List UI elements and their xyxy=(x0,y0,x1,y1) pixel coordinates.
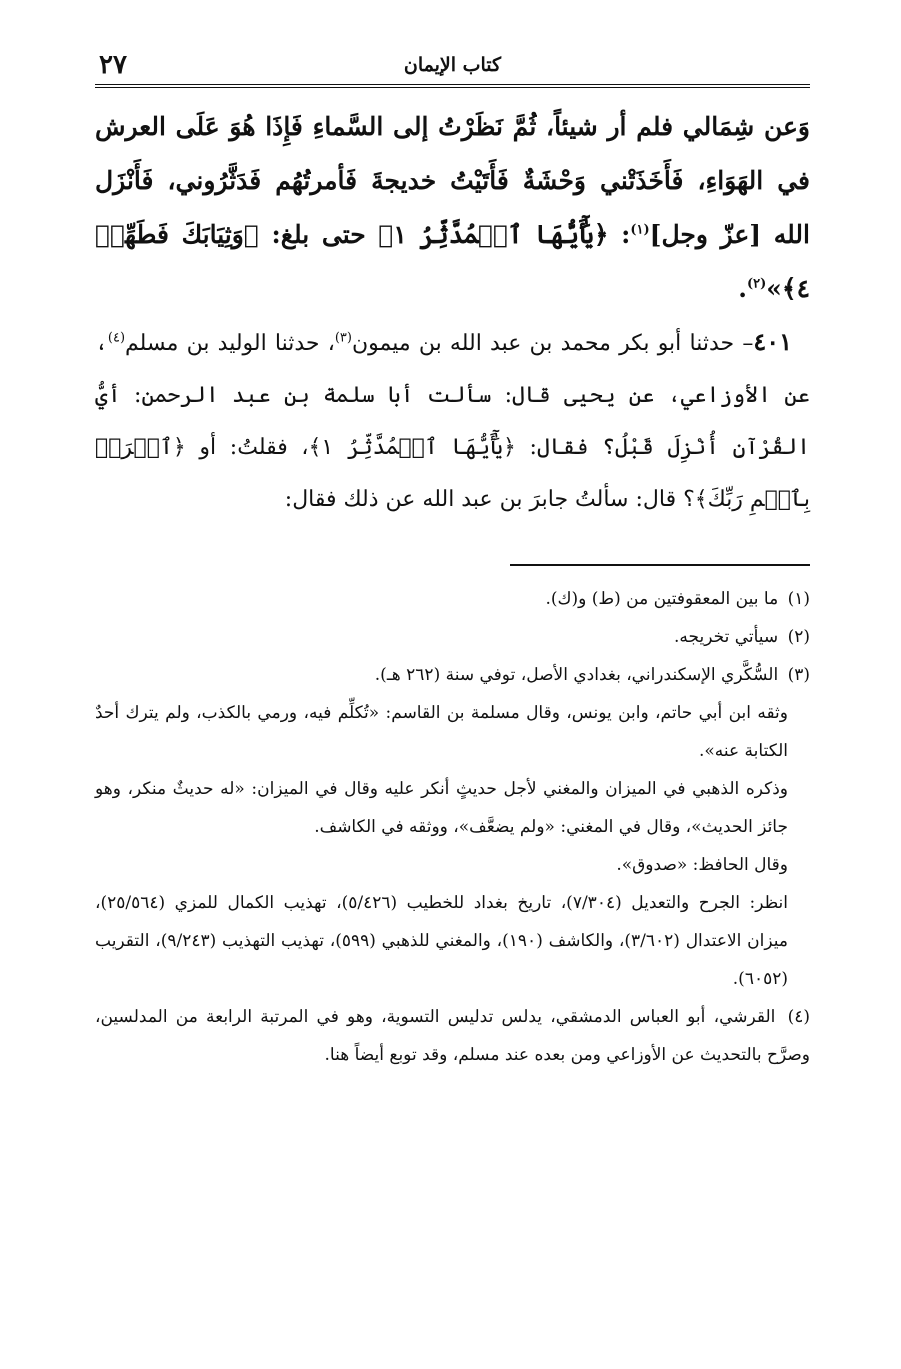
main-text xyxy=(95,100,810,526)
footnote-text: سيأتي تخريجه. xyxy=(674,627,779,647)
page-number: ٢٧ xyxy=(99,50,127,80)
footnotes xyxy=(95,580,810,1074)
footnote-2 xyxy=(95,618,810,656)
book-page xyxy=(95,50,810,1074)
footnote-number: (٢) xyxy=(787,627,810,647)
footnote-3-tawthiq: وثقه ابن أبي حاتم، وابن يونس، وقال مسلمة بن القاسم: «تُكلِّم فيه، ورمي بالكذب، ولم يترك أحدٌ الكتابة عنه». xyxy=(95,703,788,761)
paragraph-end: . xyxy=(738,274,747,303)
footnote-text: ما بين المعقوفتين من (ط) و(ك). xyxy=(545,589,779,609)
hadith-continuation-paragraph xyxy=(95,100,810,316)
hadith-dash: – xyxy=(734,331,754,356)
footnote-separator xyxy=(510,564,810,566)
chapter-title: كتاب الإيمان xyxy=(403,54,502,76)
footnote-text: السُّكَّري الإسكندراني، بغدادي الأصل، توفي سنة (٢٦٢ هـ). xyxy=(374,665,779,685)
footnote-ref-2: (٢) xyxy=(746,276,767,292)
footnote-number: (١) xyxy=(787,589,810,609)
hadith-number: ٤٠١ xyxy=(753,327,792,356)
paragraph-text: وَعن شِمَالي فلم أر شيئاً، ثُمَّ نَظَرْتُ إلى السَّماءِ فَإِذَا هُوَ عَلَى العرش في الهَوَاءِ، فَأَخَذَتْني وَحْشَةٌ فَأَتَيْتُ خديجةَ فَأمرتُهُم فَدَثَّرُوني، فَأَنْزَل الله [عزّ وجل] xyxy=(95,112,810,249)
footnote-ref-1: (١) xyxy=(630,222,650,238)
footnote-3 xyxy=(95,656,810,694)
footnote-number: (٣) xyxy=(787,665,810,685)
isnad-text-2: ، حدثنا الوليد بن مسلم xyxy=(125,331,335,356)
footnote-ref-3: (٣) xyxy=(334,330,352,346)
matn-text: ، عن الأوزاعي، عن يحيى قال: سألت أبا سلمة بن عبد الرحمن: أيُّ القُرْآنِ أُنْزِلَ قَبْلُ؟ فقال: ﴿يَٰٓأَيُّهَا ٱلۡمُدَّثِّرُ ١﴾، فقلتُ: أو ﴿ٱقۡرَأۡ بِٱسۡمِ رَبِّكَ﴾؟ قال: سألتُ جابرَ بن عبد الله عن ذلك فقال: xyxy=(95,331,810,512)
quran-quote: : ﴿يَٰٓأَيُّهَا ٱلۡمُدَّثِّرُ ١﴾ حتى بلغ: ﴿وَثِيَابَكَ فَطَهِّرۡ ٤﴾» xyxy=(95,220,810,303)
footnote-text: القرشي، أبو العباس الدمشقي، يدلس تدليس التسوية، وهو في المرتبة الرابعة من المدلسين، وصرَّح بالتحديث عن الأوزاعي ومن بعده عند مسلم، وقد توبع أيضاً هنا. xyxy=(95,1007,810,1065)
footnote-3-dhahabi: وذكره الذهبي في الميزان والمغني لأجل حديثٍ أنكر عليه وقال في الميزان: «له حديثٌ منكر، وهو جائز الحديث»، وقال في المغني: «ولم يضعَّف»، ووثقه في الكاشف. xyxy=(95,779,788,837)
footnote-number: (٤) xyxy=(787,1007,810,1027)
footnote-3-sources: انظر: الجرح والتعديل (٧/٣٠٤)، تاريخ بغداد للخطيب (٥/٤٢٦)، تهذيب الكمال للمزي (٢٥/٥٦٤)، ميزان الاعتدال (٣/٦٠٢)، والكاشف (١٩٠)، والمغني للذهبي (٥٩٩)، تهذيب التهذيب (٩/٢٤٣)، التقريب (٦٠٥٢). xyxy=(95,893,788,989)
footnote-1 xyxy=(95,580,810,618)
footnote-ref-4: (٤) xyxy=(107,330,126,346)
footnote-4 xyxy=(95,998,810,1074)
footnote-3-hafiz: وقال الحافظ: «صدوق». xyxy=(616,855,788,875)
isnad-text: حدثنا أبو بكر محمد بن عبد الله بن ميمون xyxy=(351,331,735,356)
page-header xyxy=(95,50,810,88)
hadith-401-paragraph xyxy=(95,316,810,526)
